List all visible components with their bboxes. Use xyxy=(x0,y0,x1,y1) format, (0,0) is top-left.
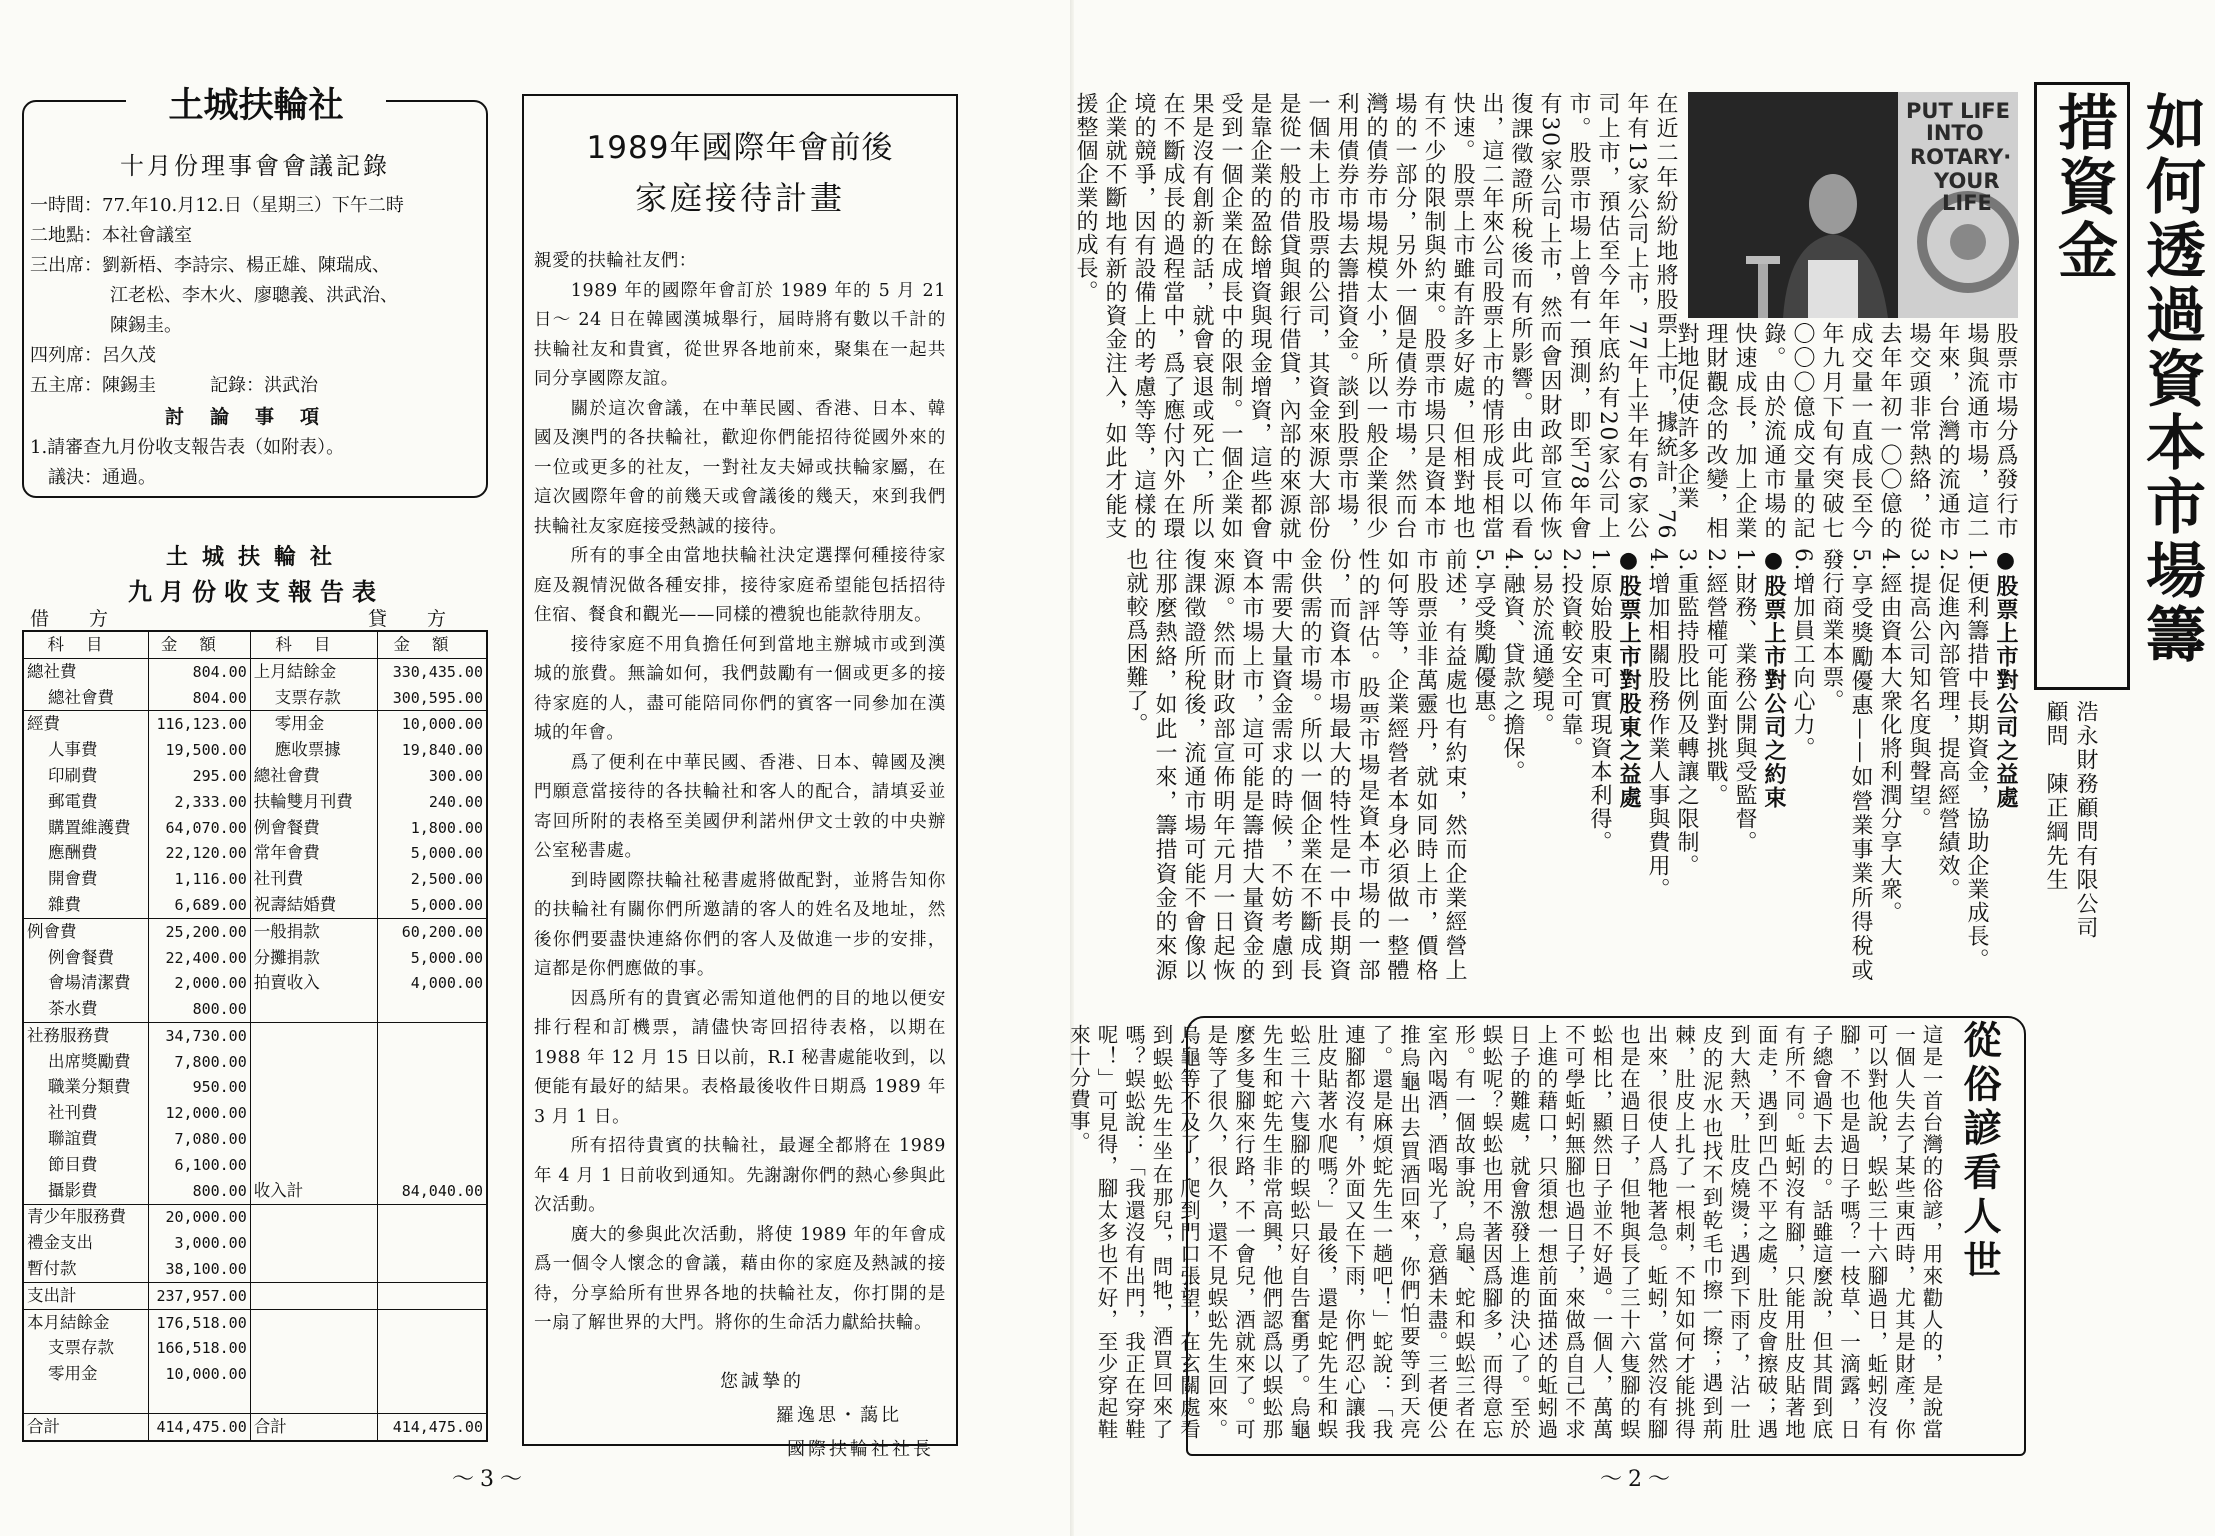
article-title: 如何透過資本市場籌措資金 xyxy=(2048,91,2206,667)
table-row xyxy=(23,1256,487,1282)
table-cell xyxy=(377,1022,487,1048)
letter-paragraph: 所有招待貴賓的扶輪社，最遲全都將在 1989 年 4 月 1 日前收到通知。先謝謝你們的熱心參與此次活動。 xyxy=(534,1136,946,1215)
minutes-line: 三出席：劉新梧、李詩宗、楊正雄、陳瑞成、 xyxy=(30,255,390,276)
table-cell: 800.00 xyxy=(148,996,250,1022)
table-cell xyxy=(250,1049,377,1075)
report-club-title: 土城扶輪社 xyxy=(165,544,346,570)
table-cell xyxy=(250,1336,377,1362)
table-cell: 3,000.00 xyxy=(148,1230,250,1256)
table-cell: 60,200.00 xyxy=(377,918,487,944)
table-cell: 800.00 xyxy=(148,1178,250,1204)
table-cell: 6,100.00 xyxy=(148,1152,250,1178)
list-item: 5.享受獎勵優惠——如營業事業所得稅或發行商業本票。 xyxy=(1819,548,1873,982)
table-cell xyxy=(250,1309,377,1335)
discussion-heading: 討論事項 xyxy=(164,406,345,428)
debit-label: 借方 xyxy=(30,608,149,630)
table-cell: 5,000.00 xyxy=(377,945,487,971)
table-cell: 例會餐費 xyxy=(250,815,377,841)
table-cell: 25,200.00 xyxy=(148,918,250,944)
table-cell: 社務服務費 xyxy=(23,1022,148,1048)
table-cell xyxy=(377,1100,487,1126)
table-cell xyxy=(377,1282,487,1309)
table-cell xyxy=(250,996,377,1022)
table-cell: 分攤捐款 xyxy=(250,945,377,971)
table-row xyxy=(23,1100,487,1126)
table-cell xyxy=(377,1309,487,1335)
table-cell xyxy=(377,1126,487,1152)
table-cell: 38,100.00 xyxy=(148,1256,250,1282)
letter-signature xyxy=(524,1365,934,1467)
table-cell xyxy=(377,1049,487,1075)
list-item: 1.原始股東可實現資本利得。 xyxy=(1587,548,1612,854)
article-lists xyxy=(1123,548,2020,982)
banner-line: PUT LIFE xyxy=(1906,99,2010,123)
table-row xyxy=(23,1152,487,1178)
article-author xyxy=(2040,700,2124,1000)
list-item: 2.促進內部管理，提高經營績效。 xyxy=(1935,548,1960,901)
table-row xyxy=(23,1049,487,1075)
table-cell: 84,040.00 xyxy=(377,1178,487,1204)
table-row xyxy=(23,685,487,711)
table-row xyxy=(23,737,487,763)
table-row xyxy=(23,1387,487,1413)
table-row xyxy=(23,1230,487,1256)
table-row xyxy=(23,711,487,737)
table-cell: 郵電費 xyxy=(23,789,148,815)
table-cell: 總社會費 xyxy=(23,685,148,711)
table-cell: 4,000.00 xyxy=(377,970,487,996)
table-cell: 237,957.00 xyxy=(148,1282,250,1309)
minutes-line: 四列席：呂久茂 xyxy=(30,345,156,366)
table-cell: 414,475.00 xyxy=(148,1413,250,1441)
report-sides xyxy=(30,604,486,631)
list-item: 1.便利籌措中長期資金，協助企業成長。 xyxy=(1964,548,1989,972)
table-cell: 2,000.00 xyxy=(148,970,250,996)
table-cell: 青少年服務費 xyxy=(23,1204,148,1230)
table-cell: 5,000.00 xyxy=(377,892,487,918)
table-cell: 扶輪雙月刊費 xyxy=(250,789,377,815)
table-row xyxy=(23,866,487,892)
table-cell: 22,120.00 xyxy=(148,840,250,866)
table-cell: 804.00 xyxy=(148,685,250,711)
table-cell: 合計 xyxy=(250,1413,377,1441)
table-cell: 5,000.00 xyxy=(377,840,487,866)
speaker-photo xyxy=(1688,92,2018,318)
table-cell: 12,000.00 xyxy=(148,1100,250,1126)
table-row xyxy=(23,840,487,866)
credit-label: 貸方 xyxy=(367,608,486,630)
proverb-title-wrap xyxy=(1952,1020,2022,1320)
table-cell: 804.00 xyxy=(148,658,250,684)
table-cell: 116,123.00 xyxy=(148,711,250,737)
table-cell: 1,800.00 xyxy=(377,815,487,841)
letter-title-line2: 家庭接待計畫 xyxy=(634,179,845,217)
letter-paragraph: 關於這次會議，在中華民國、香港、日本、韓國及澳門的各扶輪社，歡迎你們能招待從國外來的一位或更多的社友，一對社友夫婦或扶輪家屬，在這次國際年會的前幾天或會議後的幾天，來到我們扶輪社友家庭接受熱誠的接待。 xyxy=(534,398,946,537)
benefit-heading: ●股票上市對公司之益處 xyxy=(1993,548,2018,810)
table-cell: 20,000.00 xyxy=(148,1204,250,1230)
list-item: 5.享受獎勵優惠。 xyxy=(1471,548,1496,737)
board-minutes-box xyxy=(22,86,488,498)
minutes-line: 陳錫圭。 xyxy=(110,315,182,336)
table-cell: 購置維護費 xyxy=(23,815,148,841)
table-cell xyxy=(250,1230,377,1256)
letter-paragraph: 1989 年的國際年會訂於 1989 年的 5 月 21 日～ 24 日在韓國漢城舉行，屆時將有數以千計的扶輪社友和貴賓，從世界各地前來，聚集在一起共同分享國際友誼。 xyxy=(534,280,946,389)
table-cell: 應酬費 xyxy=(23,840,148,866)
table-cell: 64,070.00 xyxy=(148,815,250,841)
sign-title: 國際扶輪社社長 xyxy=(787,1438,934,1460)
table-cell: 上月結餘金 xyxy=(250,658,377,684)
table-cell: 總社費 xyxy=(23,658,148,684)
table-header-cell: 科目 xyxy=(23,631,148,658)
table-cell: 6,689.00 xyxy=(148,892,250,918)
table-row xyxy=(23,945,487,971)
table-cell: 總社會費 xyxy=(250,763,377,789)
table-row xyxy=(23,1413,487,1441)
table-cell: 176,518.00 xyxy=(148,1309,250,1335)
table-cell: 拍賣收入 xyxy=(250,970,377,996)
table-cell: 收入計 xyxy=(250,1178,377,1204)
minutes-title: 十月份理事會會議記錄 xyxy=(120,152,390,180)
table-header-cell: 金額 xyxy=(148,631,250,658)
letter-paragraph: 爲了便利在中華民國、香港、日本、韓國及澳門願意當接待的各扶輪社和客人的配合，請填妥並寄回所附的表格至美國伊利諾州伊文士敦的中央辦公室秘書處。 xyxy=(534,752,946,861)
table-cell xyxy=(250,1204,377,1230)
table-row xyxy=(23,1309,487,1335)
table-row xyxy=(23,1282,487,1309)
table-cell: 人事費 xyxy=(23,737,148,763)
table-cell xyxy=(377,996,487,1022)
table-cell xyxy=(23,1387,148,1413)
article-title-box xyxy=(2034,82,2206,690)
speaker-photo-image xyxy=(1688,92,2018,318)
table-cell: 支出計 xyxy=(23,1282,148,1309)
club-title: 土城扶輪社 xyxy=(126,78,386,128)
list-item: 4.融資、貸款之擔保。 xyxy=(1500,548,1525,784)
article-text-col2: 在近二年紛紛地將股票上市，據統計，76年有13家公司上市，77年上半年有6家公司上市，預估至今年年底約有20家公司上市。股票市場上曾有一預測，即至78年會有30家公司上市，然而會因財政部宣佈恢復課徵證所稅後而有所影響。由此可以看出，這二年來公司股票上市的情形成長相當快速。股票上市雖有許多好處，但相對地也有不少的限制與約束。股票市場只是資本市場的一部分，另外一個是債券市場，然而台灣的債券市場規模太小，所以一般企業很少利用債券市場去籌措資金。談到股票市場，一個未上市股票的公司，其資金來源大部份是從一般的借貸與銀行借貸，內部的來源就是靠企業的盈餘增資與現金增資，這些都會受到一個企業在成長中的限制。一個企業如果是沒有創新的話，就會衰退或死亡，所以在不斷成長的過程當中，爲了應付內外在環境的競爭，因有設備上的考慮等等，這樣的企業就不斷地有新的資金注入，如此才能支援整個企業的成長。 xyxy=(1073,92,1678,540)
table-cell: 開會費 xyxy=(23,866,148,892)
table-cell: 職業分類費 xyxy=(23,1075,148,1101)
table-row xyxy=(23,970,487,996)
letter-paragraph: 到時國際扶輪社秘書處將做配對，並將告知你的扶輪社有關你們所邀請的客人的姓名及地址，然後你們要盡快連絡你們的客人及做進一步的安排，這都是你們應做的事。 xyxy=(534,870,946,979)
minutes-line: 二地點：本社會議室 xyxy=(30,225,192,246)
table-header-cell: 金額 xyxy=(377,631,487,658)
list-item: 4.經由資本大衆化將利潤分享大衆。 xyxy=(1877,548,1902,925)
list-item: 1.財務、業務公開與受監督。 xyxy=(1732,548,1757,854)
minutes-item: 1.請審查九月份收支報告表（如附表）。 xyxy=(30,437,345,458)
author-company: 浩永財務顧問有限公司 xyxy=(2073,700,2098,940)
table-cell xyxy=(377,1152,487,1178)
table-cell: 295.00 xyxy=(148,763,250,789)
letter-paragraph: 接待家庭不用負擔任何到當地主辦城市或到漢城的旅費。無論如何，我們鼓勵有一個或更多的接待家庭的人，盡可能陪同你們的賓客一同參加在漢城的年會。 xyxy=(534,634,946,743)
article-text-col1: 股票市場分爲發行市場與流通市場，這二年來，台灣的流通市場交頭非常熱絡，從去年年初一〇〇億的成交量一直成長至今年九月下旬有突破七〇〇〇億成交量的記錄。由於流通市場的快速成長，加上企業理財觀念的改變，相對地促使許多企業 xyxy=(1674,322,2018,540)
table-cell xyxy=(250,1100,377,1126)
table-cell xyxy=(377,1361,487,1387)
banner-line: ROTARY· xyxy=(1910,145,2012,169)
page-number: ～2～ xyxy=(1600,1467,1676,1492)
letter-paragraph: 所有的事全由當地扶輪社決定選擇何種接待家庭及親情況做各種安排，接待家庭希望能包括招待住宿、餐食和觀光——同樣的禮貌也能款待朋友。 xyxy=(534,546,946,625)
table-cell xyxy=(377,1387,487,1413)
table-cell xyxy=(377,1256,487,1282)
table-cell: 攝影費 xyxy=(23,1178,148,1204)
table-row xyxy=(23,789,487,815)
table-cell: 雜費 xyxy=(23,892,148,918)
table-cell: 950.00 xyxy=(148,1075,250,1101)
table-cell: 414,475.00 xyxy=(377,1413,487,1441)
table-cell: 34,730.00 xyxy=(148,1022,250,1048)
proverb-title: 從俗諺看人世 xyxy=(1957,1020,2001,1284)
table-cell: 19,500.00 xyxy=(148,737,250,763)
table-cell: 印刷費 xyxy=(23,763,148,789)
letter-paragraph: 廣大的參與此次活動，將使 1989 年的年會成爲一個令人懷念的會議，藉由你的家庭及熱誠的接待，分享給所有世界各地的扶輪社友，你打開的是一扇了解世界的大門。將你的生命活力獻給扶輪。 xyxy=(534,1224,946,1333)
table-cell: 零用金 xyxy=(250,711,377,737)
minutes-line: 一時間：77.年10.月12.日（星期三）下午二時 xyxy=(30,195,404,216)
table-cell: 本月結餘金 xyxy=(23,1309,148,1335)
table-cell: 10,000.00 xyxy=(377,711,487,737)
table-row xyxy=(23,763,487,789)
table-row xyxy=(23,996,487,1022)
table-cell: 例會費 xyxy=(23,918,148,944)
table-cell: 禮金支出 xyxy=(23,1230,148,1256)
table-row xyxy=(23,918,487,944)
table-cell: 出席獎勵費 xyxy=(23,1049,148,1075)
hosting-letter-box xyxy=(522,94,958,1460)
table-cell: 2,500.00 xyxy=(377,866,487,892)
table-cell: 經費 xyxy=(23,711,148,737)
table-cell: 240.00 xyxy=(377,789,487,815)
table-row xyxy=(23,892,487,918)
table-cell xyxy=(377,1336,487,1362)
letter-greeting: 親愛的扶輪社友們： xyxy=(534,251,697,271)
minutes-item: 議決：通過。 xyxy=(30,467,156,488)
table-cell: 社刊費 xyxy=(250,866,377,892)
letter-title-line1: 1989年國際年會前後 xyxy=(586,130,894,166)
income-expense-table xyxy=(22,630,488,1442)
table-cell xyxy=(148,1387,250,1413)
table-cell xyxy=(250,1256,377,1282)
table-cell: 節目費 xyxy=(23,1152,148,1178)
table-cell: 祝壽結婚費 xyxy=(250,892,377,918)
list-item: 2.經營權可能面對挑戰。 xyxy=(1703,548,1728,807)
table-cell: 300.00 xyxy=(377,763,487,789)
sign-name: 羅逸思・藹比 xyxy=(776,1404,902,1426)
banner-line: YOUR xyxy=(1934,169,2000,193)
banner-line: INTO xyxy=(1926,121,1984,145)
list-item: 6.增加員工向心力。 xyxy=(1790,548,1815,760)
table-cell: 例會餐費 xyxy=(23,945,148,971)
minutes-line: 江老松、李木火、廖聰義、洪武治、 xyxy=(110,285,398,306)
table-cell: 會場清潔費 xyxy=(23,970,148,996)
table-cell xyxy=(250,1075,377,1101)
letter-paragraph: 因爲所有的貴賓必需知道他們的目的地以便安排行程和訂機票，請儘快寄回招待表格，以期在 1988 年 12 月 15 日以前，R.I 秘書處能收到，以便能有最好的結果。表格最後收件日期爲 1989 年 3 月 1 日。 xyxy=(534,988,946,1127)
table-row xyxy=(23,1204,487,1230)
article-conclusion: 前述，有益處也有約束，然而企業經營上市股票並非萬靈丹，就如同時上市，價格如何等等，企業經營者本身必須做一整體性的評估。股票市場是資本市場的一部份，而資本市場最大的特性是一中長期資金供需的市場。所以一個企業在不斷成長中需要大量資金需求的時候，不妨考慮到資本市場上市，這可能是籌措大量資金的來源。然而財政部宣佈明年元月一日起恢復課徵證所稅後，流通市場可能不會像以往那麼熱絡，如此一來，籌措資金的來源也就較爲困難了。 xyxy=(1123,548,1467,982)
table-row xyxy=(23,815,487,841)
table-cell: 茶水費 xyxy=(23,996,148,1022)
table-cell: 19,840.00 xyxy=(377,737,487,763)
table-row xyxy=(23,1126,487,1152)
table-cell xyxy=(250,1361,377,1387)
table-cell: 聯誼費 xyxy=(23,1126,148,1152)
table-row xyxy=(23,1361,487,1387)
table-row xyxy=(23,1075,487,1101)
table-cell xyxy=(250,1126,377,1152)
table-header-cell: 科目 xyxy=(250,631,377,658)
table-row xyxy=(23,1336,487,1362)
table-cell: 支票存款 xyxy=(250,685,377,711)
table-cell: 支票存款 xyxy=(23,1336,148,1362)
table-cell xyxy=(250,1022,377,1048)
table-cell: 22,400.00 xyxy=(148,945,250,971)
table-row xyxy=(23,658,487,684)
table-cell: 10,000.00 xyxy=(148,1361,250,1387)
table-cell xyxy=(377,1204,487,1230)
minutes-line: 五主席：陳錫圭 記錄：洪武治 xyxy=(30,375,318,396)
table-cell: 300,595.00 xyxy=(377,685,487,711)
table-cell: 一般捐款 xyxy=(250,918,377,944)
sign-closing: 您誠摯的 xyxy=(720,1370,804,1392)
table-cell xyxy=(377,1075,487,1101)
list-item: 2.投資較安全可靠。 xyxy=(1558,548,1583,760)
banner-line: LIFE xyxy=(1942,191,1992,215)
author-name: 顧問 陳正綱先生 xyxy=(2043,700,2068,892)
page-number: ～3～ xyxy=(452,1467,528,1492)
table-cell: 166,518.00 xyxy=(148,1336,250,1362)
list-item: 3.易於流通變現。 xyxy=(1529,548,1554,737)
table-row xyxy=(23,1178,487,1204)
table-cell: 合計 xyxy=(23,1413,148,1441)
table-cell: 2,333.00 xyxy=(148,789,250,815)
table-cell: 常年會費 xyxy=(250,840,377,866)
table-cell: 社刊費 xyxy=(23,1100,148,1126)
shareholder-heading: ●股票上市對股東之益處 xyxy=(1616,548,1641,810)
table-row xyxy=(23,1022,487,1048)
list-item: 3.重監持股比例及轉讓之限制。 xyxy=(1674,548,1699,878)
table-header-row xyxy=(23,631,487,658)
table-cell: 7,080.00 xyxy=(148,1126,250,1152)
constraint-heading: ●股票上市對公司之約束 xyxy=(1761,548,1786,810)
table-cell: 應收票據 xyxy=(250,737,377,763)
table-cell xyxy=(250,1282,377,1309)
table-cell: 暫付款 xyxy=(23,1256,148,1282)
report-title: 九月份收支報告表 xyxy=(128,577,384,606)
table-cell: 330,435.00 xyxy=(377,658,487,684)
table-cell: 7,800.00 xyxy=(148,1049,250,1075)
table-cell xyxy=(250,1387,377,1413)
proverb-text: 這是一首台灣的俗諺，用來勸人的，是說當一個人失去了某些東西時，尤其是財產，你可以對他說，蜈蚣三十六腳過日，蚯蚓沒有腳，不也是過日子嗎？一枝草、一滴露，日子總會過下去的。話雖這麼說，但其間到底有所不同。蚯蚓沒有腳，只能用肚皮貼著地面走，遇到凹凸不平之處，肚皮會擦破；遇到大熱天，肚皮燒燙；遇到下雨了，沾一肚皮的泥水也找不到乾毛巾擦一擦；遇到荊棘，肚皮上扎了一根刺，不知如何才能挑得出來，很使人爲牠著急。蚯蚓，當然沒有腳也是在過日子，但牠與長了三十六隻腳的蜈蚣相比，顯然日子並不好過。一個人，萬萬不可學蚯蚓無腳也過日子，來做爲自己不求上進的藉口，只須想一想前面描述的蚯蚓過日子的難處，就會激發上進的決心了。至於蜈蚣呢？蜈蚣也用不著因爲腳多，而得意忘形。有一個故事說，烏龜、蛇和蜈蚣三者在室內喝酒，酒喝光了，意猶未盡。三者便公推烏龜出去買酒回來，你們怕要等到天亮了。還是麻煩蛇先生一趟吧！」蛇說：「我連腳都沒有，外面又在下雨，你們忍心讓我肚皮貼著水爬嗎？」最後，還是蛇先生和蜈蚣三十六隻腳的蜈蚣只好自告奮勇了。烏龜先生和蛇先生非常高興，他們認爲以蜈蚣那麼多隻腳來行路，不一會兒，酒就來了。可是等了很久，很久，還不見蜈蚣先生回來。烏龜等不及了，爬到門口張望，在玄關處看到蜈蚣先生坐在那兒，問牠，酒買回來了嗎？蜈蚣說：「我還沒有出門，我正在穿鞋呢！」可見得，腳太多也不好，至少穿起鞋來十分費事。 xyxy=(1066,1024,1943,1440)
list-item: 4.增加相關股務作業人事與費用。 xyxy=(1645,548,1670,901)
table-cell xyxy=(377,1230,487,1256)
list-item: 3.提高公司知名度與聲望。 xyxy=(1906,548,1931,831)
table-cell xyxy=(250,1152,377,1178)
table-cell: 零用金 xyxy=(23,1361,148,1387)
table-cell: 1,116.00 xyxy=(148,866,250,892)
